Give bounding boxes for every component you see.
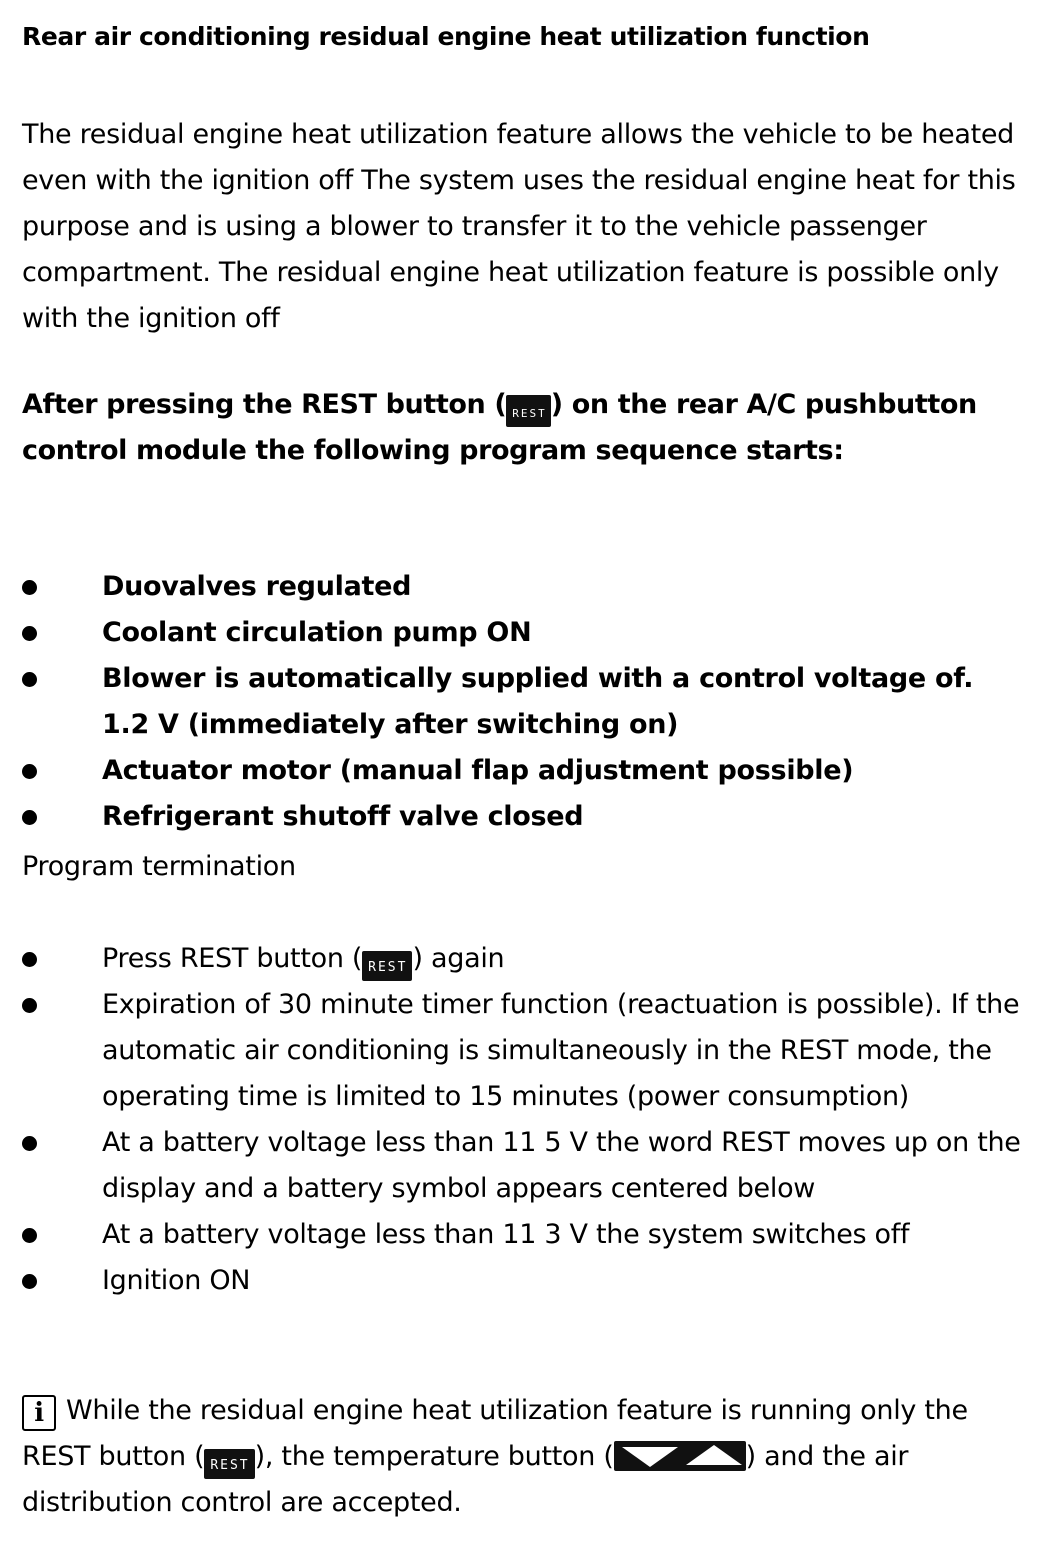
bullet-icon [22, 952, 37, 967]
termination-heading: Program termination [22, 851, 296, 882]
note-text-1: While the residual engine heat utilization feature is running only the REST button ( [22, 1395, 968, 1472]
list-item: Ignition ON [22, 1258, 1022, 1304]
bullet-icon [22, 810, 37, 825]
list-item: At a battery voltage less than 11 5 V the word REST moves up on the display and a battery symbol appears centered below [22, 1120, 1022, 1212]
program-sequence-list [22, 564, 1022, 840]
intro-sentence-1: The residual engine heat utilization feature allows the vehicle to be heated even with the ignition off [22, 119, 1015, 196]
intro-sentence-2: The system uses the residual engine heat for this purpose and is using a blower to transfer it to the vehicle passenger compartment. The residual engine heat utilization feature is possible only with the ignition off [22, 165, 1016, 334]
info-icon: i [22, 1395, 56, 1431]
list-item: Blower is automatically supplied with a control voltage of. 1.2 V (immediately after switching on) [22, 656, 1022, 748]
bullet-icon [22, 1274, 37, 1289]
rest-button-instruction [22, 382, 1022, 474]
page-title: Rear air conditioning residual engine heat utilization function [22, 22, 870, 51]
temperature-down-up-icon [614, 1441, 746, 1471]
rest-button-icon: REST [506, 395, 551, 427]
note-text-3: ) and the air distribution control are accepted. [22, 1441, 909, 1518]
instruction-text-start: After pressing the REST button ( [22, 389, 507, 420]
bullet-icon [22, 672, 37, 687]
info-note [22, 1388, 1032, 1526]
list-item: Refrigerant shutoff valve closed [22, 794, 1022, 840]
list-item: At a battery voltage less than 11 3 V the system switches off [22, 1212, 1022, 1258]
note-text-2: ), the temperature button ( [254, 1441, 614, 1472]
instruction-text-end: ) on the rear A/C pushbutton control module the following program sequence starts: [22, 389, 977, 466]
intro-paragraph [22, 112, 1022, 342]
bullet-icon [22, 764, 37, 779]
list-item: Coolant circulation pump ON [22, 610, 1022, 656]
rest-button-icon: REST [204, 1449, 254, 1479]
bullet-icon [22, 626, 37, 641]
bullet-icon [22, 998, 37, 1013]
list-item: Actuator motor (manual flap adjustment possible) [22, 748, 1022, 794]
rest-button-icon: REST [362, 951, 412, 981]
bullet-icon [22, 580, 37, 595]
list-item: Expiration of 30 minute timer function (reactuation is possible). If the automatic air conditioning is simultaneously in the REST mode, the operating time is limited to 15 minutes (power consumption) [22, 982, 1022, 1120]
bullet-icon [22, 1136, 37, 1151]
list-item: Duovalves regulated [22, 564, 1022, 610]
list-item: Press REST button ( REST ) again [22, 936, 1022, 982]
bullet-icon [22, 1228, 37, 1243]
program-termination-list [22, 936, 1022, 1304]
